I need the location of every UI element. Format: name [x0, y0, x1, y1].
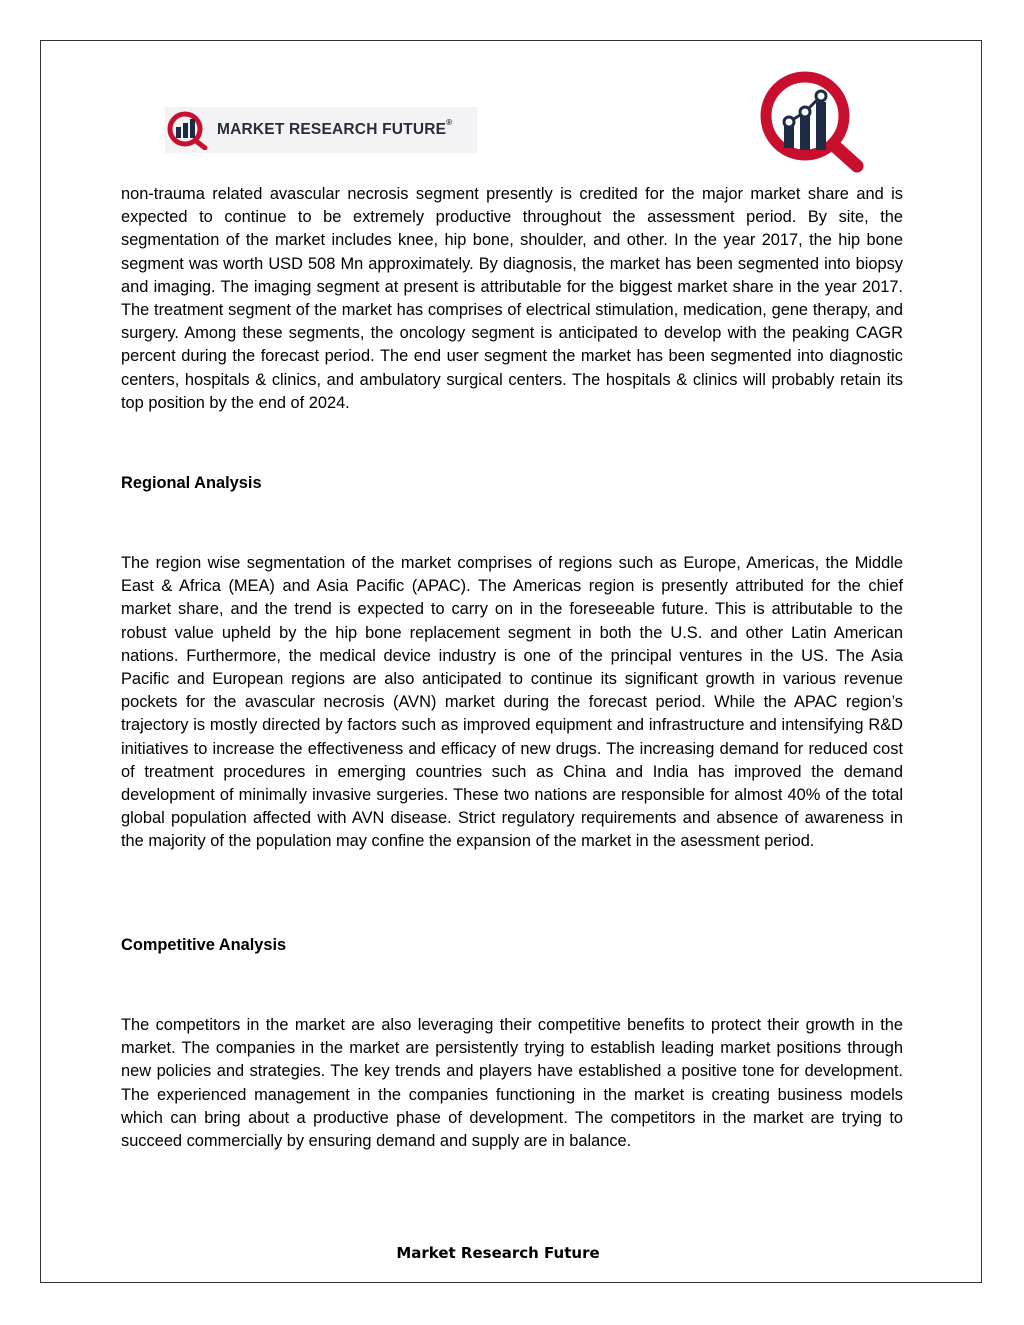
competitive-paragraph: The competitors in the market are also leveraging their competitive benefits to protect their growth in the market. The companies in the market are persistently trying to establish leading market positions through new policies and strategies. The key trends and players have established a positive tone for development. The experienced management in the companies functioning in the market is creating business models which can bring about a productive phase of development. The competitors in the market are trying to succeed commercially by ensuring demand and supply are in balance.: [121, 1016, 903, 1151]
page-footer: Market Research Future: [396, 1244, 600, 1262]
regional-analysis-heading: Regional Analysis: [121, 474, 262, 492]
brand-logo: [165, 107, 477, 153]
regional-paragraph: The region wise segmentation of the market comprises of regions such as Europe, Americas, the Middle East & Africa (MEA) and Asia Pacific (APAC). The Americas region is presently attributed for the chief market share, and the trend is expected to carry on in the foreseeable future. This is attributable to the robust value upheld by the hip bone replacement segment in both the U.S. and other Latin American nations. Furthermore, the medical device industry is one of the principal ventures in the US. The Asia Pacific and European regions are also anticipated to continue its significant growth in various revenue pockets for the avascular necrosis (AVN) market during the forecast period. While the APAC region’s trajectory is mostly directed by factors such as improved equipment and infrastructure and intensifying R&D initiatives to increase the effectiveness and efficacy of new drugs. The increasing demand for reduced cost of treatment procedures in emerging countries such as China and India has improved the demand development of minimally invasive surgeries. These two nations are responsible for almost 40% of the total global population affected with AVN disease. Strict regulatory requirements and absence of awareness in the majority of the population may confine the expansion of the market in the asessment period.: [121, 554, 903, 851]
brand-logo-text: MARKET RESEARCH FUTURE®: [217, 118, 453, 138]
competitive-analysis-heading: Competitive Analysis: [121, 936, 287, 954]
intro-paragraph: non-trauma related avascular necrosis segment presently is credited for the major market share and is expected to continue to be extremely productive throughout the assessment period. By site, the segmentation of the market includes knee, hip bone, shoulder, and other. In the year 2017, the hip bone segment was worth USD 508 Mn approximately. By diagnosis, the market has been segmented into biopsy and imaging. The imaging segment at present is attributable for the biggest market share in the year 2017. The treatment segment of the market has comprises of electrical stimulation, medication, gene therapy, and surgery. Among these segments, the oncology segment is anticipated to develop with the peaking CAGR percent during the forecast period. The end user segment the market has been segmented into diagnostic centers, hospitals & clinics, and ambulatory surgical centers. The hospitals & clinics will probably retain its top position by the end of 2024.: [121, 185, 903, 412]
brand-emblem: [755, 68, 867, 176]
competitive-paragraph-block: [121, 1014, 903, 1153]
intro-paragraph-block: [121, 183, 903, 415]
chart-magnifier-icon: [165, 110, 211, 150]
chart-magnifier-icon: [755, 68, 867, 176]
regional-paragraph-block: [121, 552, 903, 854]
